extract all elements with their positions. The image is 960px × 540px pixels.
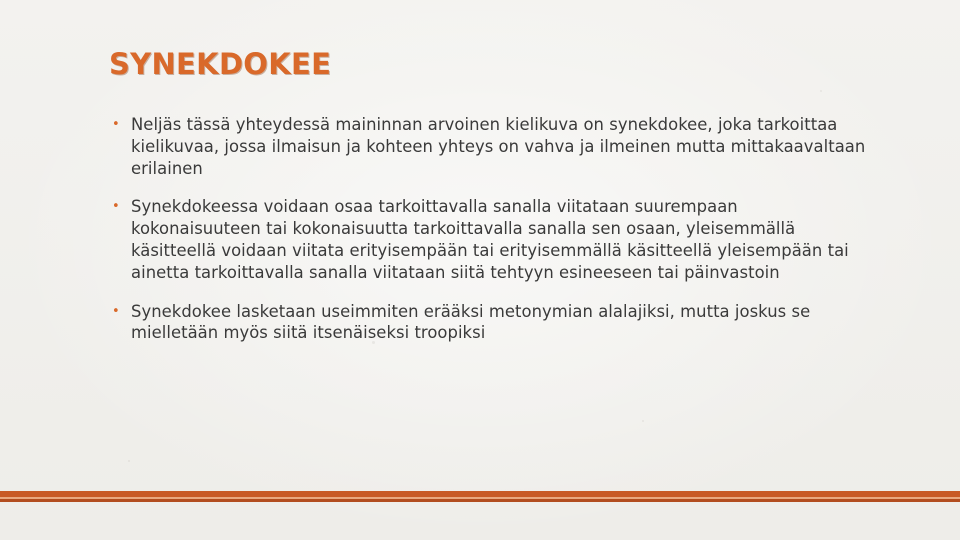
bullet-icon: • — [112, 303, 120, 319]
bullet-item — [112, 301, 872, 345]
bullet-icon: • — [112, 199, 120, 215]
slide-title: SYNEKDOKEE — [109, 47, 332, 81]
bullet-text: Neljäs tässä yhteydessä maininnan arvoinen kielikuva on synekdokee, joka tarkoittaa kielikuvaa, jossa ilmaisun ja kohteen yhteys on vahva ja ilmeinen mutta mittakaavaltaan erilainen — [131, 115, 866, 178]
bullet-item — [112, 196, 872, 283]
background-speck — [820, 90, 822, 92]
background-speck — [128, 460, 130, 462]
bullet-icon: • — [112, 117, 120, 132]
background-speck — [642, 420, 644, 422]
bullet-text: Synekdokee lasketaan useimmiten erääksi metonymian alalajiksi, mutta joskus se mielletään myös siitä itsenäiseksi troopiksi — [131, 301, 811, 343]
bullet-text: Synekdokeessa voidaan osaa tarkoittavalla sanalla viitataan suurempaan kokonaisuuteen tai kokonaisuutta tarkoittavalla sanalla sen osaan, yleisemmällä käsitteellä voidaan viitata erityisempään tai erityisemmällä käsitteellä yleisempään tai ainetta tarkoittavalla sanalla viitataan siitä tehtyyn esineeseen tai päinvastoin — [131, 197, 849, 282]
bullet-item — [112, 114, 872, 179]
bullet-list — [112, 114, 872, 344]
footer-band-shadow — [0, 499, 960, 502]
